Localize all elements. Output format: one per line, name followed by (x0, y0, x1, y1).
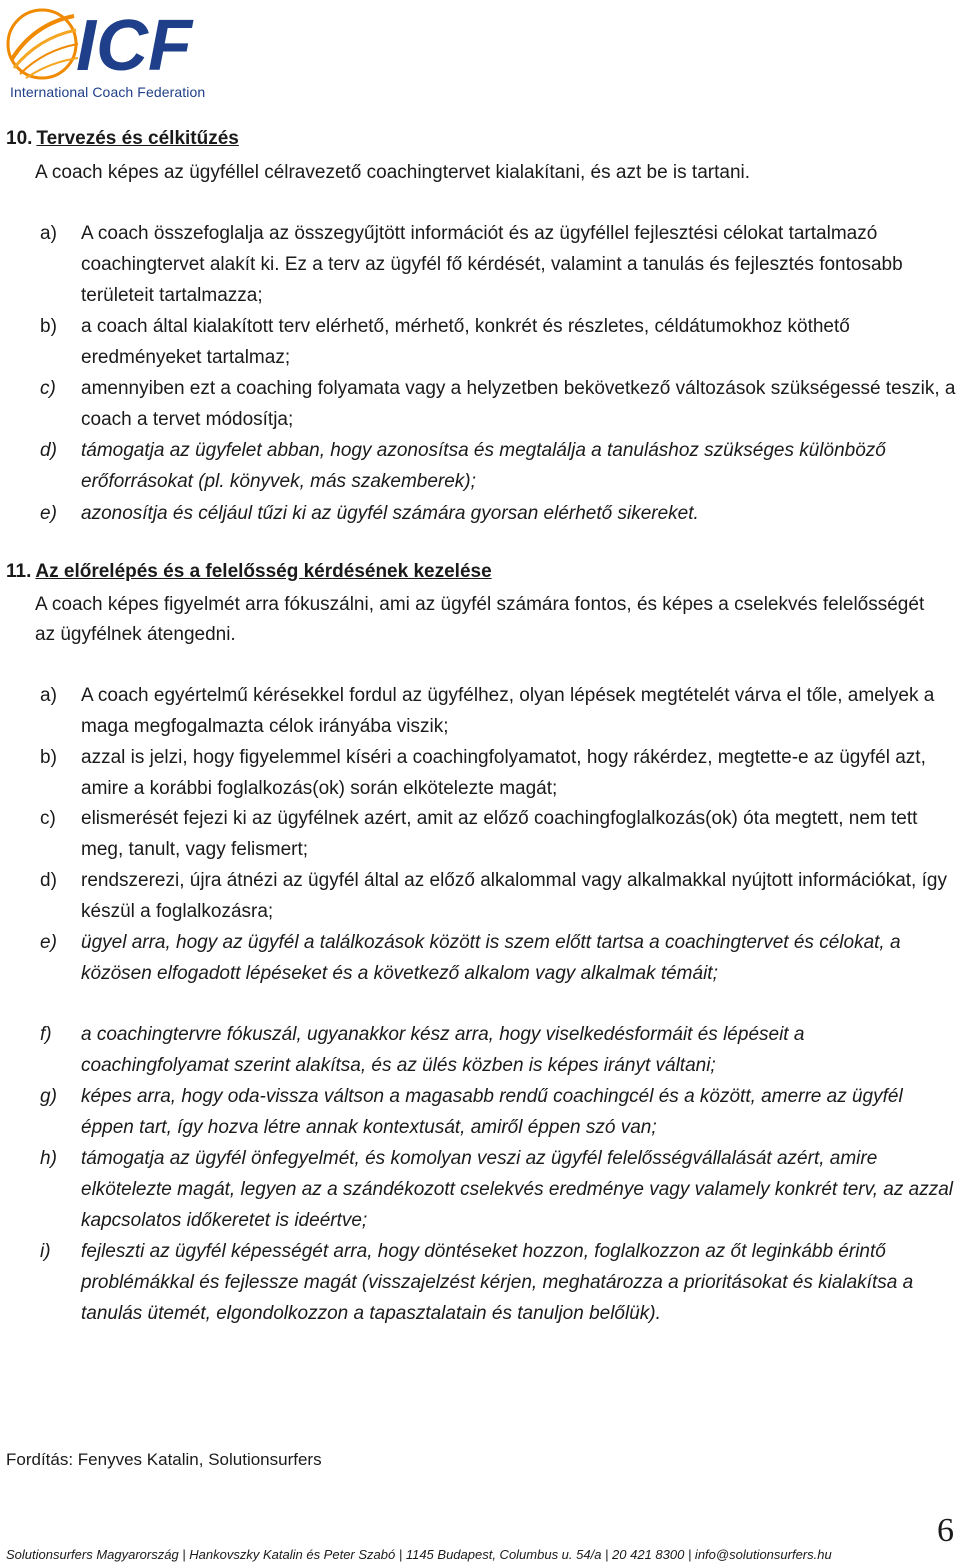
footer-address: Solutionsurfers Magyarország | Hankovszky Katalin és Peter Szabó | 1145 Budapest, Columbus u. 54/a | 20 421 8300 | info@solutionsurfers.hu (6, 1547, 832, 1562)
section-11-heading (6, 561, 492, 583)
list-marker: e) (40, 932, 57, 953)
section-11-intro: A coach képes figyelmét arra fókuszálni, ami az ügyfél számára fontos, és képes a cselekvés felelősségét az ügyfélnek átengedni. (35, 594, 925, 645)
list-item (40, 803, 956, 865)
list-item-text: amennyiben ezt a coaching folyamata vagy a helyzetben bekövetkező változások szükségessé teszik, a coach a tervet módosítja; (81, 378, 956, 430)
list-marker: i) (40, 1241, 51, 1262)
list-item (40, 680, 956, 742)
list-item (40, 435, 956, 497)
list-marker: c) (40, 808, 56, 829)
list-item-text: ügyel arra, hogy az ügyfél a találkozások között is szem előtt tartsa a coachingtervet és célokat, a közösen elfogadott lépéseket és a következő alkalom vagy alkalmak témáit; (81, 932, 901, 984)
list-item-text: a coach által kialakított terv elérhető, mérhető, konkrét és részletes, céldátumokhoz köthető eredményeket tartalmaz; (81, 316, 850, 368)
section-10-intro: A coach képes az ügyféllel célravezető coachingtervet kialakítani, és azt be is tartani. (35, 162, 751, 183)
logo-text: ICF (76, 6, 192, 84)
list-marker: f) (40, 1024, 52, 1045)
section-10-number: 10. (6, 128, 33, 149)
list-marker: b) (40, 316, 57, 337)
list-marker: g) (40, 1086, 57, 1107)
list-item-text: támogatja az ügyfél önfegyelmét, és komolyan veszi az ügyfél felelősségvállalását azért, amire elkötelezte magát, legyen az a szándékozott cselekvés eredménye vagy valamely konkrét terv, az azzal kapcsolatos időkeretet is ideértve; (81, 1148, 953, 1231)
list-marker: a) (40, 223, 57, 244)
list-item-text: elismerését fejezi ki az ügyfélnek azért, amit az előző coachingfoglalkozás(ok) óta megtett, nem tett meg, tanult, vagy felismert; (81, 808, 918, 860)
list-item (40, 498, 956, 529)
list-marker: d) (40, 440, 57, 461)
translation-credit: Fordítás: Fenyves Katalin, Solutionsurfers (6, 1450, 322, 1469)
section-11-title: Az előrelépés és a felelősség kérdésének kezelése (35, 561, 492, 582)
list-item (40, 742, 956, 804)
list-item-text: A coach egyértelmű kérésekkel fordul az ügyfélhez, olyan lépések megtételét várva el tőle, amelyek a maga megfogalmazta célok irányába viszik; (81, 685, 935, 737)
list-item-text: rendszerezi, újra átnézi az ügyfél által az előző alkalommal vagy alkalmakkal nyújtott információkat, így készül a foglalkozásra; (81, 870, 947, 922)
section-11-number: 11. (6, 561, 32, 582)
list-item (40, 218, 956, 311)
list-item-text: azzal is jelzi, hogy figyelemmel kíséri a coachingfolyamatot, hogy rákérdez, megtette-e az ügyfél azt, amire a korábbi foglalkozás(ok) során elkötelezte magát; (81, 747, 926, 799)
list-marker: h) (40, 1148, 57, 1169)
list-item-text: képes arra, hogy oda-vissza váltson a magasabb rendű coachingcél és a között, amerre az ügyfél éppen tart, így hozva létre annak kontextusát, amiről éppen szó van; (81, 1086, 903, 1138)
list-item (40, 311, 956, 373)
list-item (40, 865, 956, 927)
section-10-heading (6, 128, 239, 150)
list-item (40, 1236, 956, 1329)
list-item (40, 927, 956, 989)
list-item (40, 1143, 956, 1236)
icf-logo (4, 4, 214, 98)
page-number: 6 (937, 1512, 954, 1549)
icf-logo-graphic (4, 4, 214, 84)
logo-subtitle: International Coach Federation (10, 84, 206, 100)
list-marker: a) (40, 685, 57, 706)
list-item-text: fejleszti az ügyfél képességét arra, hogy döntéseket hozzon, foglalkozzon az őt leginkább érintő problémákkal és fejlessze magát (visszajelzést kérjen, meghatározza a prioritásokat és kialakítsa a tanulás ütemét, elgondolkozzon a tapasztalatain és tanuljon belőlük). (81, 1241, 914, 1324)
list-item-text: támogatja az ügyfelet abban, hogy azonosítsa és megtalálja a tanuláshoz szükséges különböző erőforrásokat (pl. könyvek, más szakemberek); (81, 440, 886, 492)
list-marker: b) (40, 747, 57, 768)
list-item-text: a coachingtervre fókuszál, ugyanakkor kész arra, hogy viselkedésformáit és lépéseit a coachingfolyamat szerint alakítsa, és az ülés közben is képes irányt váltani; (81, 1024, 805, 1076)
section-10-title: Tervezés és célkitűzés (36, 128, 239, 149)
list-item (40, 373, 956, 435)
list-item (40, 1081, 956, 1143)
list-marker: e) (40, 503, 57, 524)
list-item (40, 1019, 956, 1081)
list-marker: d) (40, 870, 57, 891)
list-marker: c) (40, 378, 56, 399)
list-item-text: A coach összefoglalja az összegyűjtött információt és az ügyféllel fejlesztési célokat tartalmazó coachingtervet alakít ki. Ez a terv az ügyfél fő kérdését, valamint a tanulás és fejlesztés fontosabb területeit tartalmazza; (81, 223, 903, 306)
list-item-text: azonosítja és céljául tűzi ki az ügyfél számára gyorsan elérhető sikereket. (81, 503, 699, 524)
